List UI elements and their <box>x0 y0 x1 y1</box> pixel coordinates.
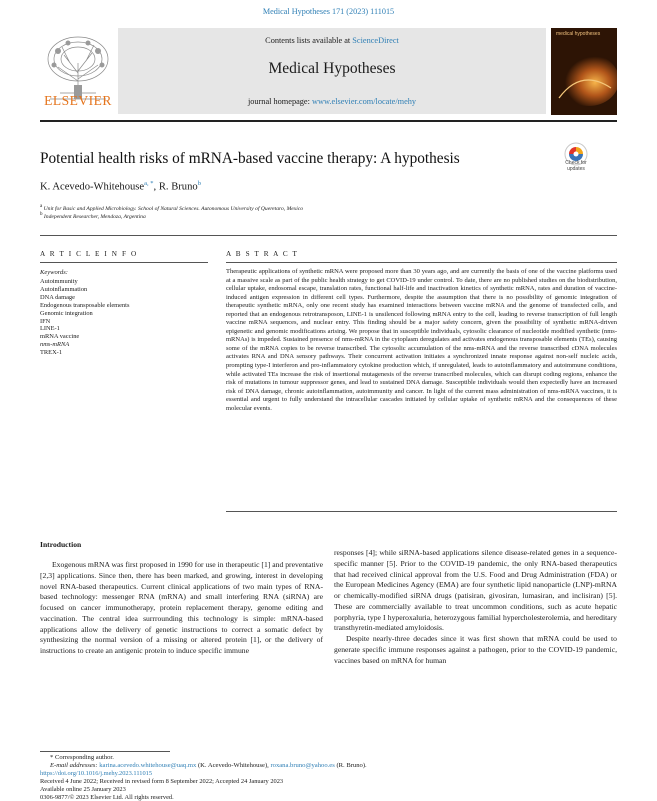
sciencedirect-link[interactable]: ScienceDirect <box>352 36 399 45</box>
intro-paragraph: Exogenous mRNA was first proposed in 1990 for use in therapeutic [1] and preventative [2,3] applications. Since then, there has been marked, and growing, interest in developing novel RNA-based therapeutics. Current clinical applications of two main types of RNA-based technology: messenger RNA (mRNA) and small interfering RNA (siRNA) are focused on cancer immunotherapy, protein replacement therapy, genome editing and vaccination. The central idea surrrounding this technology is simple: mRNA-based applications allow the delivery of genetic instructions to correct a somatic defect by synthesizing the normal version of a missing or altered protein [1], or the delivery of instructions to create an antigenic protein to induce specific immune <box>40 560 323 655</box>
email-owner: (K. Acevedo-Whitehouse), <box>197 762 269 769</box>
article-info-heading: A R T I C L E I N F O <box>40 250 138 258</box>
homepage-link[interactable]: www.elsevier.com/locate/mehy <box>312 97 417 106</box>
keyword: nms-mRNA <box>40 341 70 349</box>
section-divider <box>40 235 617 236</box>
contents-prefix: Contents lists available at <box>265 36 351 45</box>
affiliation <box>40 212 146 220</box>
intro-paragraph: Despite nearly-three decades since it was first shown that mRNA could be used to generate specific immune responses against a pathogen, prior to the COVID-19 pandemic, vaccines based on mRNA for human <box>334 634 617 665</box>
email-link[interactable]: roxana.bruno@yahoo.es <box>270 762 335 769</box>
cover-title: medical hypotheses <box>556 31 601 37</box>
author-name[interactable]: R. Bruno <box>158 181 198 193</box>
keyword: Autoinflammation <box>40 285 88 293</box>
journal-homepage <box>118 97 546 106</box>
keyword: Genomic integration <box>40 309 93 317</box>
intro-right-column <box>334 548 617 666</box>
affiliation-sup: b <box>40 212 43 217</box>
intro-left-column <box>40 560 323 657</box>
footnote-divider <box>40 751 170 752</box>
keyword: DNA damage <box>40 293 75 301</box>
affiliation-marker[interactable]: a, * <box>144 180 154 187</box>
article-title: Potential health risks of mRNA-based vaccine therapy: A hypothesis <box>40 150 460 167</box>
affiliation <box>40 204 303 212</box>
contents-available <box>118 36 546 45</box>
homepage-prefix: journal homepage: <box>247 97 310 106</box>
keyword: Autoimmunity <box>40 278 78 285</box>
author-list <box>40 180 201 193</box>
keyword: IFN <box>40 317 51 325</box>
abstract-heading: A B S T R A C T <box>226 250 299 258</box>
journal-name: Medical Hypotheses <box>268 60 396 77</box>
check-for-updates-label[interactable]: Check for updates <box>565 160 587 172</box>
email-footnote <box>50 762 367 769</box>
abstract-divider <box>226 262 617 263</box>
affiliation-marker[interactable]: b <box>197 180 201 187</box>
copyright: 0306-9877/© 2023 Elsevier Ltd. All rights reserved. <box>40 794 174 801</box>
keyword: TREX-1 <box>40 349 63 357</box>
author-separator: , <box>153 181 159 193</box>
available-online: Available online 25 January 2023 <box>40 786 126 793</box>
cover-artwork-icon <box>551 28 617 115</box>
affiliation-text: Unit for Basic and Applied Microbiology. School of Natural Sciences. Autonomous University of Queretaro, Mexico <box>43 205 304 212</box>
publisher-name: ELSEVIER <box>44 93 112 108</box>
corresponding-author-note: * Corresponding author. <box>50 754 114 761</box>
affiliation-text: Independent Researcher, Mendoza, Argentina <box>43 213 146 220</box>
email-owner: (R. Bruno). <box>336 762 367 769</box>
keyword: Endogenous transposable elements <box>40 301 130 309</box>
intro-paragraph: responses [4]; while siRNA-based applications silence disease-related genes in a sequence-specific manner [5]. Prior to the COVID-19 pandemic, the only RNA-based therapeutics that had received clinical approval from the U.S. Food and Drug Administration (FDA) or the European Medicines Agency (EMA) are four synthetic lipid nanoparticle (LNP)-mRNA or chemically-modified siRNA drugs (patisiran, givosiran, lumasiran, and inclisiran) [5]. These are commercially available to treat uncommon conditions, such as acute hepatic porphyria, type I hyperoxaluria, heterozygous familial hypercholesterolemia, and hereditary transthyretin-mediated amyloidosis. <box>334 548 617 633</box>
keywords-label: Keywords: <box>40 269 68 276</box>
header-divider <box>40 120 617 122</box>
doi-link[interactable]: https://doi.org/10.1016/j.mehy.2023.111015 <box>40 770 153 777</box>
received-dates: Received 4 June 2022; Received in revised form 8 September 2022; Accepted 24 January 2023 <box>40 778 284 785</box>
journal-cover-image[interactable] <box>551 28 617 115</box>
affiliation-sup: a <box>40 204 43 209</box>
email-label: E-mail addresses: <box>50 762 98 769</box>
article-info-divider <box>40 262 208 263</box>
email-link[interactable]: karina.acevedo.whitehouse@uaq.mx <box>99 762 197 769</box>
keyword: mRNA vaccine <box>40 333 80 341</box>
keyword-list <box>40 278 129 357</box>
author-name[interactable]: K. Acevedo-Whitehouse <box>40 181 145 193</box>
introduction-heading: Introduction <box>40 540 82 549</box>
abstract-text: Therapeutic applications of synthetic mRNA were proposed more than 30 years ago, and are currently the basis of one of the vaccine platforms used at a massive scale as part of the public health strategy to get COVID-19 under control. To date, there are no published studies on the biodistribution, cellular uptake, endosomal escape, translation rates, functional half-life and inactivation kinetics of synthetic mRNA, rates and duration of vaccine-induced antigen expression in different cell types. Furthermore, despite the assumption that there is no possibility of genomic integration of therapeutic synthetic mRNA, only one recent study has examined interactions between vaccine mRNA and the genome of transfected cells, and reported that an endogenous retrotransposon, LINE-1 is unsilenced following mRNA entry to the cell, leading to reverse transcription of full length vaccine mRNA sequences, and nuclear entry. This finding should be a major safety concern, given the possibility of synthetic mRNA-driven epigenetic and genomic modifications arising. We propose that in susceptible individuals, cytosolic clearance of nucleotide modified synthetic (nms-mRNAs) is impeded. Sustained presence of nms-mRNA in the cytoplasm deregulates and activates endogenous transposable elements (TEs), causing some of the mRNA copies to be reverse transcribed. The cytosolic accumulation of the nms-mRNA and the reverse transcribed cDNA molecules activates RNA and DNA sensory pathways. Their concurrent activation initiates a synchronized innate response against non-self nucleic acids, prompting type-I interferon and pro-inflammatory cytokine production which, if unregulated, leads to autoinflammatory and autoimmune conditions, while activated TEs increase the risk of insertional mutagenesis of the reverse transcribed molecules, which can disrupt coding regions, enhance the risk of mutations in tumour suppressor genes, and lead to sustained DNA damage. Susceptible individuals would then expectedly have an increased risk of DNA damage, chronic autoinflammation, autoimmunity and cancer. In light of the current mass administration of nms-mRNA vaccines, it is essential and urgent to fully understand the intracellular cascades initiated by cellular uptake of synthetic mRNA and the consequences of these molecular events. <box>226 268 617 412</box>
keyword: LINE-1 <box>40 325 60 333</box>
journal-reference[interactable]: Medical Hypotheses 171 (2023) 111015 <box>262 7 395 16</box>
abstract-end-divider <box>226 511 617 512</box>
